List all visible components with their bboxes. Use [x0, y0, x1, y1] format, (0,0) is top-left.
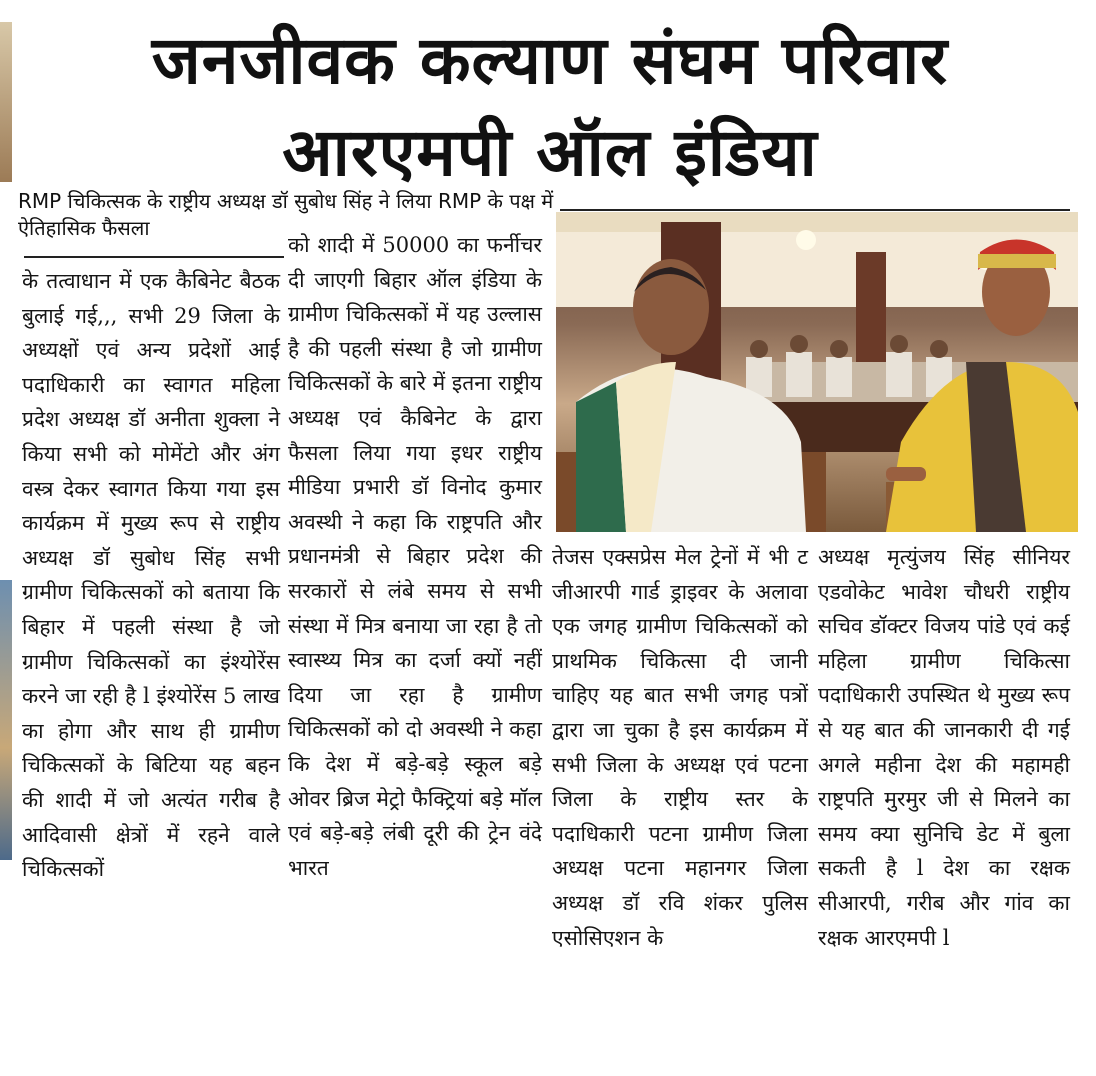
article-column-3 — [552, 540, 808, 955]
article-column-1 — [22, 264, 280, 887]
adjacent-clipping-fragment — [0, 580, 12, 860]
divider-rule — [560, 209, 1070, 211]
column-text: के तत्वाधान में एक कैबिनेट बैठक बुलाई गई,,, सभी 29 जिला के अध्यक्षों एवं अन्य प्रदेशों आई पदाधिकारी का स्वागत महिला प्रदेश अध्यक्ष डॉ अनीता शुक्ला ने किया सभी को मोमेंटो और अंग वस्त्र देकर स्वागत किया गया इस कार्यक्रम में मुख्य रूप से राष्ट्रीय अध्यक्ष डॉ सुबोध सिंह सभी ग्रामीण चिकित्सकों को बताया कि बिहार में पहली संस्था है जो ग्रामीण चिकित्सकों का इंश्योरेंस करने जा रही है l इंश्योरेंस 5 लाख का होगा और साथ ही ग्रामीण चिकित्सकों के बिटिया यह बहन की शादी में जो अत्यंत गरीब है आदिवासी क्षेत्रों में रहने वाले चिकित्सकों — [22, 269, 280, 882]
article-column-4 — [818, 540, 1070, 955]
adjacent-clipping-fragment — [0, 22, 12, 182]
divider-rule — [24, 256, 284, 258]
column-text: तेजस एक्सप्रेस मेल ट्रेनों में भी ट जीआरपी गार्ड ड्राइवर के अलावा एक जगह ग्रामीण चिकित्सकों को प्राथमिक चिकित्सा दी जानी चाहिए यह बात सभी जगह पत्रों द्वारा जा चुका है इस कार्यक्रम में सभी जिला के अध्यक्ष एवं पटना जिला के राष्ट्रीय स्तर के पदाधिकारी पटना ग्रामीण जिला अध्यक्ष पटना महानगर जिला अध्यक्ष डॉ रवि शंकर पुलिस एसोसिएशन के — [552, 545, 808, 950]
photo-illustration — [556, 212, 1078, 532]
subheadline: RMP चिकित्सक के राष्ट्रीय अध्यक्ष डॉ सुबोध सिंह ने लिया RMP के पक्ष में ऐतिहासिक फैसला — [18, 189, 554, 240]
column-text: अध्यक्ष मृत्युंजय सिंह सीनियर एडवोकेट भावेश चौधरी राष्ट्रीय सचिव डॉक्टर विजय पांडे एवं कई महिला ग्रामीण चिकित्सा पदाधिकारी उपस्थित थे मुख्य रूप से यह बात की जानकारी दी गई अगले महीना देश की महामही राष्ट्रपति मुरमुर जी से मिलने का समय क्या सुनिचि डेट में बुला सकती है l देश का रक्षक सीआरपी, गरीब और गांव का रक्षक आरएमपी l — [818, 545, 1070, 950]
column-text: को शादी में 50000 का फर्नीचर दी जाएगी बिहार ऑल इंडिया के ग्रामीण चिकित्सकों में यह उल्लास है की पहली संस्था है जो ग्रामीण चिकित्सकों के बारे में इतना राष्ट्रीय अध्यक्ष एवं कैबिनेट के द्वारा फैसला लिया गया इधर राष्ट्रीय मीडिया प्रभारी डॉ विनोद कुमार अवस्थी ने कहा कि राष्ट्रपति और प्रधानमंत्री से बिहार प्रदेश की सरकारों से लंबे समय से सभी संस्था में मित्र बनाया जा रहा है तो स्वास्थ्य मित्र का दर्जा क्यों नहीं दिया जा रहा है ग्रामीण चिकित्सकों को दो अवस्थी ने कहा कि देश में बड़े-बड़े स्कूल बड़े ओवर ब्रिज मेट्रो फैक्ट्रियां बड़े मॉल एवं बड़े-बड़े लंबी दूरी की ट्रेन वंदे भारत — [288, 233, 542, 880]
article-column-2 — [288, 228, 542, 885]
news-photo — [556, 212, 1078, 532]
headline-line-2: आरएमपी ऑल इंडिया — [282, 114, 818, 191]
headline-line-1: जनजीवक कल्याण संघम परिवार — [151, 22, 949, 99]
